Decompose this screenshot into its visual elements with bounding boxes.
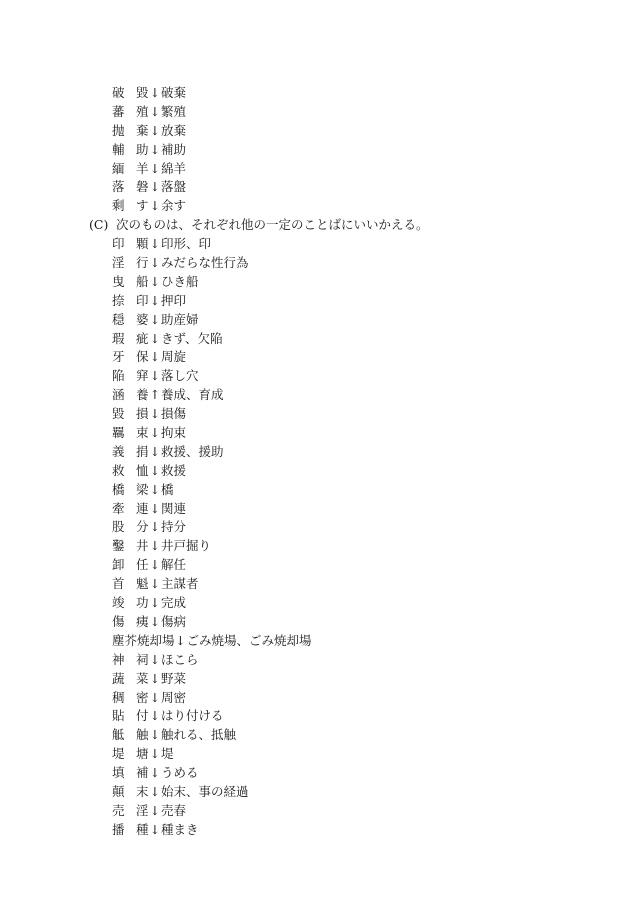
term-char-2: 損 bbox=[136, 406, 149, 422]
list-item bbox=[0, 537, 630, 556]
term-char-1: 鑿 bbox=[112, 538, 125, 554]
replacement-term: 補助 bbox=[161, 141, 187, 157]
term-char-1: 堤 bbox=[112, 746, 125, 762]
list-item bbox=[0, 689, 630, 708]
arrow-mark: ↓ bbox=[149, 368, 161, 384]
term-char-1: 捺 bbox=[112, 292, 125, 308]
list-item bbox=[0, 764, 630, 783]
arrow-mark: ↓ bbox=[149, 500, 161, 516]
term-char-1: 淫 bbox=[112, 255, 125, 271]
list-item bbox=[0, 632, 630, 651]
arrow-mark: ↓ bbox=[149, 746, 161, 762]
arrow-mark: ↓ bbox=[149, 708, 161, 724]
replacement-term: 橋 bbox=[161, 481, 174, 497]
replacement-term: 繁殖 bbox=[161, 103, 187, 119]
replacement-term: 関連 bbox=[161, 500, 187, 516]
replacement-term: 救援、援助 bbox=[161, 443, 224, 459]
replacement-term: 周旋 bbox=[161, 349, 187, 365]
term-char-2: 保 bbox=[136, 349, 149, 365]
list-item bbox=[0, 594, 630, 613]
term-char-1: 輔 bbox=[112, 141, 125, 157]
replacement-term: きず、欠陥 bbox=[161, 330, 223, 346]
replacement-term: 堤 bbox=[161, 746, 174, 762]
arrow-mark: ↑ bbox=[149, 387, 161, 403]
term-char-1: 羈 bbox=[112, 425, 125, 441]
term-char-2: 密 bbox=[136, 689, 149, 705]
list-item bbox=[0, 103, 630, 122]
term-char-2: 痍 bbox=[136, 613, 149, 629]
list-item bbox=[0, 254, 630, 273]
term-char-1: 貼 bbox=[112, 708, 125, 724]
replacement-term: 押印 bbox=[161, 292, 187, 308]
list-item bbox=[0, 273, 630, 292]
replacement-term: 井戸掘り bbox=[161, 538, 212, 554]
replacement-term: 解任 bbox=[161, 557, 187, 573]
arrow-mark: ↓ bbox=[149, 481, 161, 497]
replacement-term: 始末、事の経過 bbox=[161, 783, 249, 799]
term-char-1: 義 bbox=[112, 443, 125, 459]
term-char-1: 緬 bbox=[112, 160, 125, 176]
arrow-mark: ↓ bbox=[149, 670, 161, 686]
term-char-2: 功 bbox=[136, 595, 149, 611]
replacement-term: 野菜 bbox=[161, 670, 187, 686]
replacement-term: 持分 bbox=[161, 519, 187, 535]
arrow-mark: ↓ bbox=[149, 311, 161, 327]
term-char-2: 末 bbox=[136, 783, 149, 799]
arrow-mark: ↓ bbox=[149, 613, 161, 629]
replacement-term: 種まき bbox=[161, 821, 199, 837]
list-item bbox=[0, 783, 630, 802]
term-char-2: 穽 bbox=[136, 368, 149, 384]
term-char-2: 磐 bbox=[136, 179, 149, 195]
term-char-1: 曳 bbox=[112, 273, 125, 289]
term-char-2: 魁 bbox=[136, 576, 149, 592]
term-char-1: 顛 bbox=[112, 783, 125, 799]
term-char-2: 印 bbox=[136, 292, 149, 308]
term-char-2: 任 bbox=[136, 557, 149, 573]
term-char-1: 卸 bbox=[112, 557, 125, 573]
term-char-2: 捐 bbox=[136, 443, 149, 459]
replacement-term: ほこら bbox=[161, 651, 199, 667]
list-item bbox=[0, 481, 630, 500]
replacement-term: 完成 bbox=[161, 595, 187, 611]
arrow-mark: ↓ bbox=[149, 425, 161, 441]
arrow-mark: ↓ bbox=[149, 198, 161, 214]
replacement-term: 養成、育成 bbox=[161, 387, 224, 403]
replacement-term: 落し穴 bbox=[161, 368, 199, 384]
term-char-2: 淫 bbox=[136, 802, 149, 818]
replacement-term: 売春 bbox=[161, 802, 187, 818]
list-item bbox=[0, 197, 630, 216]
replacement-term: 触れる、抵触 bbox=[161, 727, 237, 743]
term-char-2: 行 bbox=[136, 255, 149, 271]
term-char-1: 蕃 bbox=[112, 103, 125, 119]
list-item bbox=[0, 160, 630, 179]
arrow-mark: ↓ bbox=[149, 255, 161, 271]
arrow-mark: ↓ bbox=[149, 122, 161, 138]
term-char-1: 竣 bbox=[112, 595, 125, 611]
term-char-2: 疵 bbox=[136, 330, 149, 346]
arrow-mark: ↓ bbox=[149, 292, 161, 308]
replacement-term: 印形、印 bbox=[161, 236, 212, 252]
term-char-1: 稠 bbox=[112, 689, 125, 705]
term-char-2: 付 bbox=[136, 708, 149, 724]
arrow-mark: ↓ bbox=[149, 802, 161, 818]
replacement-term: 周密 bbox=[161, 689, 187, 705]
term-char-1: 填 bbox=[112, 765, 125, 781]
arrow-mark: ↓ bbox=[149, 273, 161, 289]
list-item bbox=[0, 745, 630, 764]
arrow-mark: ↓ bbox=[149, 689, 161, 705]
term: 塵芥焼却場 bbox=[112, 632, 175, 648]
term-char-2: 船 bbox=[136, 273, 149, 289]
arrow-mark: ↓ bbox=[149, 141, 161, 157]
term-char-2: 梁 bbox=[136, 481, 149, 497]
section-marker: (C) bbox=[89, 217, 109, 233]
replacement-term: はり付ける bbox=[161, 708, 224, 724]
term-char-2: 顆 bbox=[136, 236, 149, 252]
list-item bbox=[0, 613, 630, 632]
term-char-1: 首 bbox=[112, 576, 125, 592]
arrow-mark: ↓ bbox=[149, 538, 161, 554]
term-char-2: 井 bbox=[136, 538, 149, 554]
replacement-term: 放棄 bbox=[161, 122, 187, 138]
term-char-2: 種 bbox=[136, 821, 149, 837]
term-char-1: 涵 bbox=[112, 387, 125, 403]
list-item bbox=[0, 443, 630, 462]
list-item bbox=[0, 556, 630, 575]
replacement-term: 救援 bbox=[161, 462, 187, 478]
replacement-term: 拘束 bbox=[161, 425, 187, 441]
replacement-term: うめる bbox=[161, 765, 199, 781]
term-char-1: 播 bbox=[112, 821, 125, 837]
arrow-mark: ↓ bbox=[149, 349, 161, 365]
list-item bbox=[0, 575, 630, 594]
list-item bbox=[0, 348, 630, 367]
term-char-1: 穏 bbox=[112, 311, 125, 327]
arrow-mark: ↓ bbox=[149, 443, 161, 459]
section-heading-text: 次のものは、それぞれ他の一定のことばにいいかえる。 bbox=[116, 217, 429, 233]
list-item bbox=[0, 292, 630, 311]
term-char-1: 毀 bbox=[112, 406, 125, 422]
list-item bbox=[0, 386, 630, 405]
term-char-1: 牽 bbox=[112, 500, 125, 516]
term-char-2: 分 bbox=[136, 519, 149, 535]
term-char-1: 陥 bbox=[112, 368, 125, 384]
term-char-2: 菜 bbox=[136, 670, 149, 686]
term-char-2: 束 bbox=[136, 425, 149, 441]
list-item bbox=[0, 670, 630, 689]
term-char-2: 祠 bbox=[136, 651, 149, 667]
term-char-2: 触 bbox=[136, 727, 149, 743]
term-char-2: 連 bbox=[136, 500, 149, 516]
term-char-2: 毀 bbox=[136, 85, 149, 100]
arrow-mark: ↓ bbox=[149, 179, 161, 195]
arrow-mark: ↓ bbox=[149, 406, 161, 422]
replacement-term: みだらな性行為 bbox=[161, 255, 249, 271]
replacement-term: ひき船 bbox=[161, 273, 199, 289]
term-char-2: 塘 bbox=[136, 746, 149, 762]
list-item bbox=[0, 405, 630, 424]
list-item bbox=[0, 651, 630, 670]
term-char-1: 抛 bbox=[112, 122, 125, 138]
arrow-mark: ↓ bbox=[149, 783, 161, 799]
list-item bbox=[0, 178, 630, 197]
term-char-1: 剩 bbox=[112, 198, 125, 214]
term-char-1: 売 bbox=[112, 802, 125, 818]
arrow-mark: ↓ bbox=[175, 632, 186, 648]
list-item bbox=[0, 707, 630, 726]
replacement-term: 余す bbox=[161, 198, 187, 214]
term-char-2: 恤 bbox=[136, 462, 149, 478]
arrow-mark: ↓ bbox=[149, 160, 161, 176]
term-char-1: 橋 bbox=[112, 481, 125, 497]
list-item bbox=[0, 462, 630, 481]
replacement-term: 破棄 bbox=[161, 85, 187, 100]
document-page bbox=[0, 84, 630, 840]
term-char-1: 印 bbox=[112, 236, 125, 252]
term-char-1: 牙 bbox=[112, 349, 125, 365]
arrow-mark: ↓ bbox=[149, 103, 161, 119]
arrow-mark: ↓ bbox=[149, 576, 161, 592]
term-char-2: 羊 bbox=[136, 160, 149, 176]
term-char-1: 蔬 bbox=[112, 670, 125, 686]
replacement-term: 助産婦 bbox=[161, 311, 199, 327]
replacement-term: 主謀者 bbox=[161, 576, 199, 592]
arrow-mark: ↓ bbox=[149, 236, 161, 252]
arrow-mark: ↓ bbox=[149, 595, 161, 611]
list-item bbox=[0, 726, 630, 745]
arrow-mark: ↓ bbox=[149, 727, 161, 743]
term-char-1: 破 bbox=[112, 85, 125, 100]
arrow-mark: ↓ bbox=[149, 765, 161, 781]
term-char-1: 神 bbox=[112, 651, 125, 667]
list-item bbox=[0, 500, 630, 519]
arrow-mark: ↓ bbox=[149, 330, 161, 346]
section-heading bbox=[0, 216, 630, 235]
list-item bbox=[0, 802, 630, 821]
replacement-term: 落盤 bbox=[161, 179, 187, 195]
arrow-mark: ↓ bbox=[149, 651, 161, 667]
term-char-2: す bbox=[136, 198, 149, 214]
term-char-1: 落 bbox=[112, 179, 125, 195]
arrow-mark: ↓ bbox=[149, 821, 161, 837]
list-item bbox=[0, 122, 630, 141]
list-item bbox=[0, 311, 630, 330]
list-item bbox=[0, 235, 630, 254]
list-item bbox=[0, 367, 630, 386]
term-char-1: 傷 bbox=[112, 613, 125, 629]
term-char-2: 養 bbox=[136, 387, 149, 403]
replacement-term: 綿羊 bbox=[161, 160, 187, 176]
term-char-2: 補 bbox=[136, 765, 149, 781]
term-char-1: 觝 bbox=[112, 727, 125, 743]
arrow-mark: ↓ bbox=[149, 462, 161, 478]
list-item bbox=[0, 141, 630, 160]
list-item bbox=[0, 518, 630, 537]
term-char-2: 婆 bbox=[136, 311, 149, 327]
term-char-2: 棄 bbox=[136, 122, 149, 138]
term-char-2: 殖 bbox=[136, 103, 149, 119]
term-char-1: 股 bbox=[112, 519, 125, 535]
arrow-mark: ↓ bbox=[149, 85, 161, 100]
arrow-mark: ↓ bbox=[149, 519, 161, 535]
arrow-mark: ↓ bbox=[149, 557, 161, 573]
replacement-term: ごみ焼場、ごみ焼却場 bbox=[186, 632, 312, 648]
term-char-1: 瑕 bbox=[112, 330, 125, 346]
term-char-2: 助 bbox=[136, 141, 149, 157]
replacement-term: 傷病 bbox=[161, 613, 187, 629]
list-item bbox=[0, 424, 630, 443]
list-item bbox=[0, 84, 630, 103]
list-item bbox=[0, 330, 630, 349]
list-item bbox=[0, 821, 630, 840]
replacement-term: 損傷 bbox=[161, 406, 187, 422]
term-char-1: 救 bbox=[112, 462, 125, 478]
